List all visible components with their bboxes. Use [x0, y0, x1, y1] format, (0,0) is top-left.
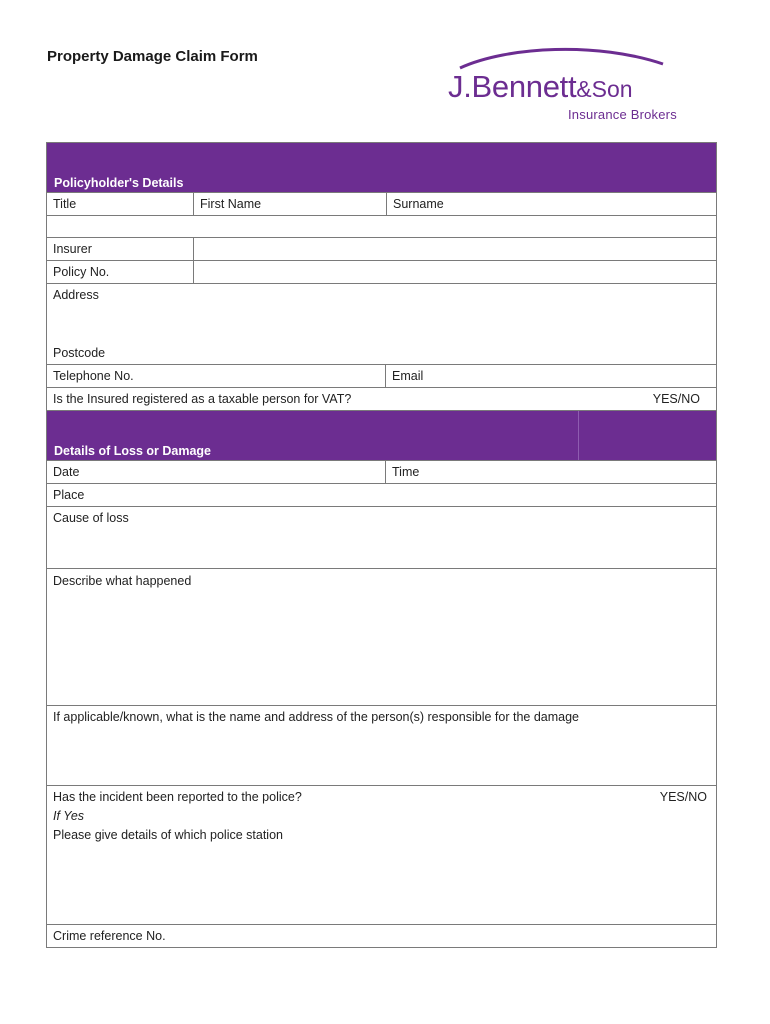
time-field[interactable]: Time — [392, 465, 420, 479]
address-label: Address — [53, 288, 99, 302]
cause-of-loss-field[interactable]: Cause of loss — [53, 511, 129, 525]
logo-brand-amp: &Son — [576, 76, 633, 102]
police-answer[interactable]: YES/NO — [659, 790, 707, 804]
contact-row — [46, 365, 717, 388]
title-field[interactable]: Title — [47, 193, 194, 215]
email-field[interactable]: Email — [392, 369, 424, 383]
surname-field[interactable]: Surname — [393, 197, 444, 211]
vat-question-cell — [47, 388, 716, 410]
logo-subtitle: Insurance Brokers — [568, 107, 677, 122]
logo-brand-main: J.Bennett — [448, 69, 577, 104]
vat-question: Is the Insured registered as a taxable person for VAT? — [53, 392, 352, 406]
date-field[interactable]: Date — [47, 461, 386, 483]
responsible-row — [46, 706, 717, 786]
date-time-row — [46, 461, 717, 484]
cause-row — [46, 507, 717, 569]
address-row — [46, 284, 717, 365]
claim-form — [46, 142, 717, 948]
name-row — [46, 193, 717, 216]
police-station-label: Please give details of which police station — [53, 828, 283, 842]
policy-no-row — [46, 261, 717, 284]
first-name-field[interactable]: First Name — [194, 193, 387, 215]
place-row — [46, 484, 717, 507]
telephone-field[interactable]: Telephone No. — [47, 365, 386, 387]
section-header-policyholder — [46, 142, 717, 193]
police-details-field[interactable] — [47, 786, 716, 924]
insurer-label: Insurer — [47, 238, 194, 260]
policy-no-label: Policy No. — [47, 261, 194, 283]
describe-field[interactable]: Describe what happened — [53, 574, 192, 588]
place-field[interactable]: Place — [53, 488, 85, 502]
form-title: Property Damage Claim Form — [47, 48, 258, 65]
section-header-loss — [46, 411, 717, 461]
crime-ref-row — [46, 925, 717, 948]
insurer-row — [46, 238, 717, 261]
describe-row — [46, 569, 717, 706]
insurer-input[interactable] — [194, 238, 716, 260]
header-divider — [578, 411, 579, 460]
if-yes-label: If Yes — [53, 809, 85, 823]
logo-brand-text — [448, 70, 633, 106]
section-heading-loss: Details of Loss or Damage — [54, 444, 211, 458]
address-field[interactable] — [47, 284, 716, 364]
postcode-label: Postcode — [53, 346, 106, 360]
section-heading-policyholder: Policyholder's Details — [54, 176, 184, 190]
responsible-party-field[interactable]: If applicable/known, what is the name and address of the person(s) responsible for the damage — [53, 710, 580, 724]
blank-row — [46, 216, 717, 238]
policy-no-input[interactable] — [194, 261, 716, 283]
police-row — [46, 786, 717, 925]
vat-answer[interactable]: YES/NO — [652, 392, 700, 406]
company-logo — [448, 44, 710, 126]
crime-reference-field[interactable]: Crime reference No. — [53, 929, 166, 943]
police-question: Has the incident been reported to the police? — [53, 790, 302, 804]
vat-row — [46, 388, 717, 411]
